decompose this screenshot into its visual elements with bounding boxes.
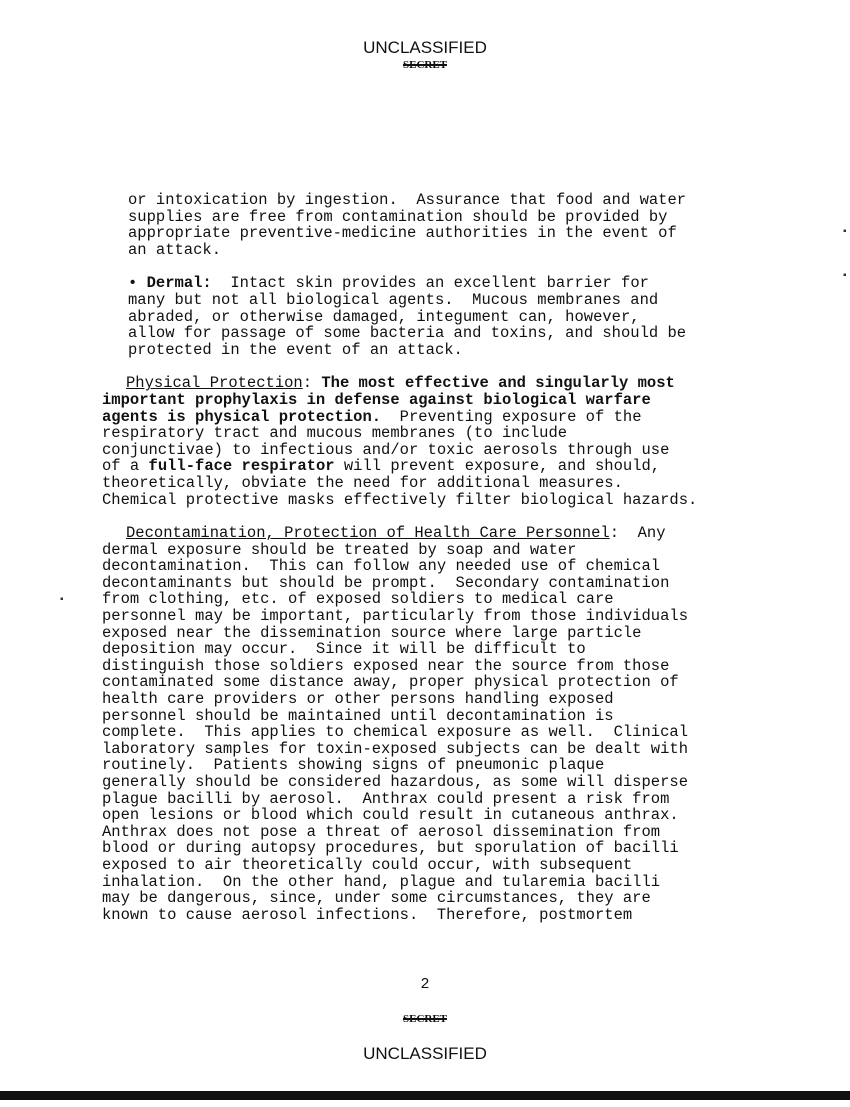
- page-number: 2: [420, 976, 430, 993]
- full-face-respirator-term: full-face respirator: [148, 457, 335, 476]
- footer-classification: UNCLASSIFIED: [363, 1044, 487, 1063]
- physical-bold-text: The most effective and singularly most: [312, 374, 675, 393]
- decon-line: decontamination. This can follow any needed use of chemical: [102, 557, 661, 576]
- dermal-line: many but not all biological agents. Mucous membranes and: [128, 290, 659, 309]
- dermal-label: Dermal:: [146, 274, 212, 293]
- decon-first-line-text: : Any: [609, 524, 666, 543]
- physical-line: Chemical protective masks effectively filter biological hazards.: [102, 490, 698, 509]
- physical-line-text: will prevent exposure, and should,: [334, 457, 661, 476]
- decon-first-line: [102, 525, 782, 542]
- decon-line: Anthrax does not pose a threat of aerosol dissemination from: [102, 822, 661, 841]
- physical-first-line: [102, 375, 782, 392]
- physical-line: respiratory tract and mucous membranes (to include: [102, 424, 568, 443]
- ingestion-paragraph: [102, 192, 782, 258]
- margin-mark: ▪: [843, 270, 847, 281]
- decon-line: plague bacilli by aerosol. Anthrax could present a risk from: [102, 789, 670, 808]
- decon-line: deposition may occur. Since it will be difficult to: [102, 640, 586, 659]
- margin-mark: ▪: [843, 226, 847, 237]
- decon-line: dermal exposure should be treated by soap and water: [102, 540, 577, 559]
- decon-line: complete. This applies to chemical exposure as well. Clinical: [102, 723, 688, 742]
- dermal-first-line-text: Intact skin provides an excellent barrier for: [211, 274, 649, 293]
- physical-bold-line: important prophylaxis in defense against biological warfare: [102, 390, 651, 409]
- physical-heading-colon: :: [302, 374, 313, 393]
- physical-bold-text: agents is physical protection.: [102, 407, 382, 426]
- ingestion-line: or intoxication by ingestion. Assurance that food and water: [128, 191, 687, 209]
- physical-line-text: of a: [102, 457, 149, 476]
- footer-struck-marking: [0, 1013, 850, 1025]
- decon-line: open lesions or blood which could result in cutaneous anthrax.: [102, 806, 679, 825]
- decon-line: distinguish those soldiers exposed near the source from those: [102, 656, 670, 675]
- decon-line: blood or during autopsy procedures, but sporulation of bacilli: [102, 839, 679, 858]
- physical-line: theoretically, obviate the need for additional measures.: [102, 473, 623, 492]
- decon-line: laboratory samples for toxin-exposed subjects can be dealt with: [102, 739, 688, 758]
- decontamination-heading: Decontamination, Protection of Health Care Personnel: [126, 524, 610, 543]
- footer-struck-text: SECRET: [402, 1013, 448, 1025]
- dermal-line: protected in the event of an attack.: [128, 340, 463, 359]
- header-struck-text: SECRET: [402, 59, 448, 71]
- decon-line: generally should be considered hazardous, as some will disperse: [102, 773, 688, 791]
- header-classification: UNCLASSIFIED: [363, 38, 487, 57]
- decon-line: exposed near the dissemination source where large particle: [102, 623, 642, 642]
- physical-line-text: Preventing exposure of the: [381, 407, 642, 426]
- ingestion-line: appropriate preventive-medicine authorities in the event of: [128, 224, 677, 243]
- document-body: [102, 192, 782, 923]
- bullet-icon: •: [128, 274, 138, 293]
- dermal-first-line: [102, 275, 782, 292]
- header-struck-marking: [0, 59, 850, 71]
- dermal-paragraph: [102, 275, 782, 358]
- physical-line: [102, 458, 782, 475]
- decon-line: known to cause aerosol infections. Therefore, postmortem: [102, 905, 633, 924]
- decon-line: may be dangerous, since, under some circumstances, they are: [102, 889, 651, 908]
- decon-line: personnel may be important, particularly from those individuals: [102, 607, 688, 626]
- ingestion-line: an attack.: [128, 240, 222, 259]
- decontamination-paragraph: [102, 525, 782, 923]
- dermal-line: allow for passage of some bacteria and toxins, and should be: [128, 324, 687, 343]
- decon-line: routinely. Patients showing signs of pneumonic plaque: [102, 756, 605, 775]
- decon-line: contaminated some distance away, proper physical protection of: [102, 673, 679, 692]
- dermal-line: abraded, or otherwise damaged, integument can, however,: [128, 307, 640, 326]
- ingestion-line: supplies are free from contamination should be provided by: [128, 207, 668, 226]
- decon-line: personnel should be maintained until decontamination is: [102, 706, 614, 725]
- physical-protection-paragraph: [102, 375, 782, 508]
- decon-line: from clothing, etc. of exposed soldiers to medical care: [102, 590, 614, 609]
- margin-mark: ▪: [60, 594, 64, 605]
- decon-line: health care providers or other persons handling exposed: [102, 690, 614, 709]
- bottom-rule: [0, 1091, 850, 1100]
- decon-line: decontaminants but should be prompt. Secondary contamination: [102, 573, 670, 592]
- physical-protection-heading: Physical Protection: [126, 374, 303, 393]
- physical-line: conjunctivae) to infectious and/or toxic aerosols through use: [102, 440, 670, 459]
- decon-line: exposed to air theoretically could occur, with subsequent: [102, 855, 633, 874]
- physical-line: [102, 409, 782, 426]
- decon-line: inhalation. On the other hand, plague and tularemia bacilli: [102, 872, 661, 891]
